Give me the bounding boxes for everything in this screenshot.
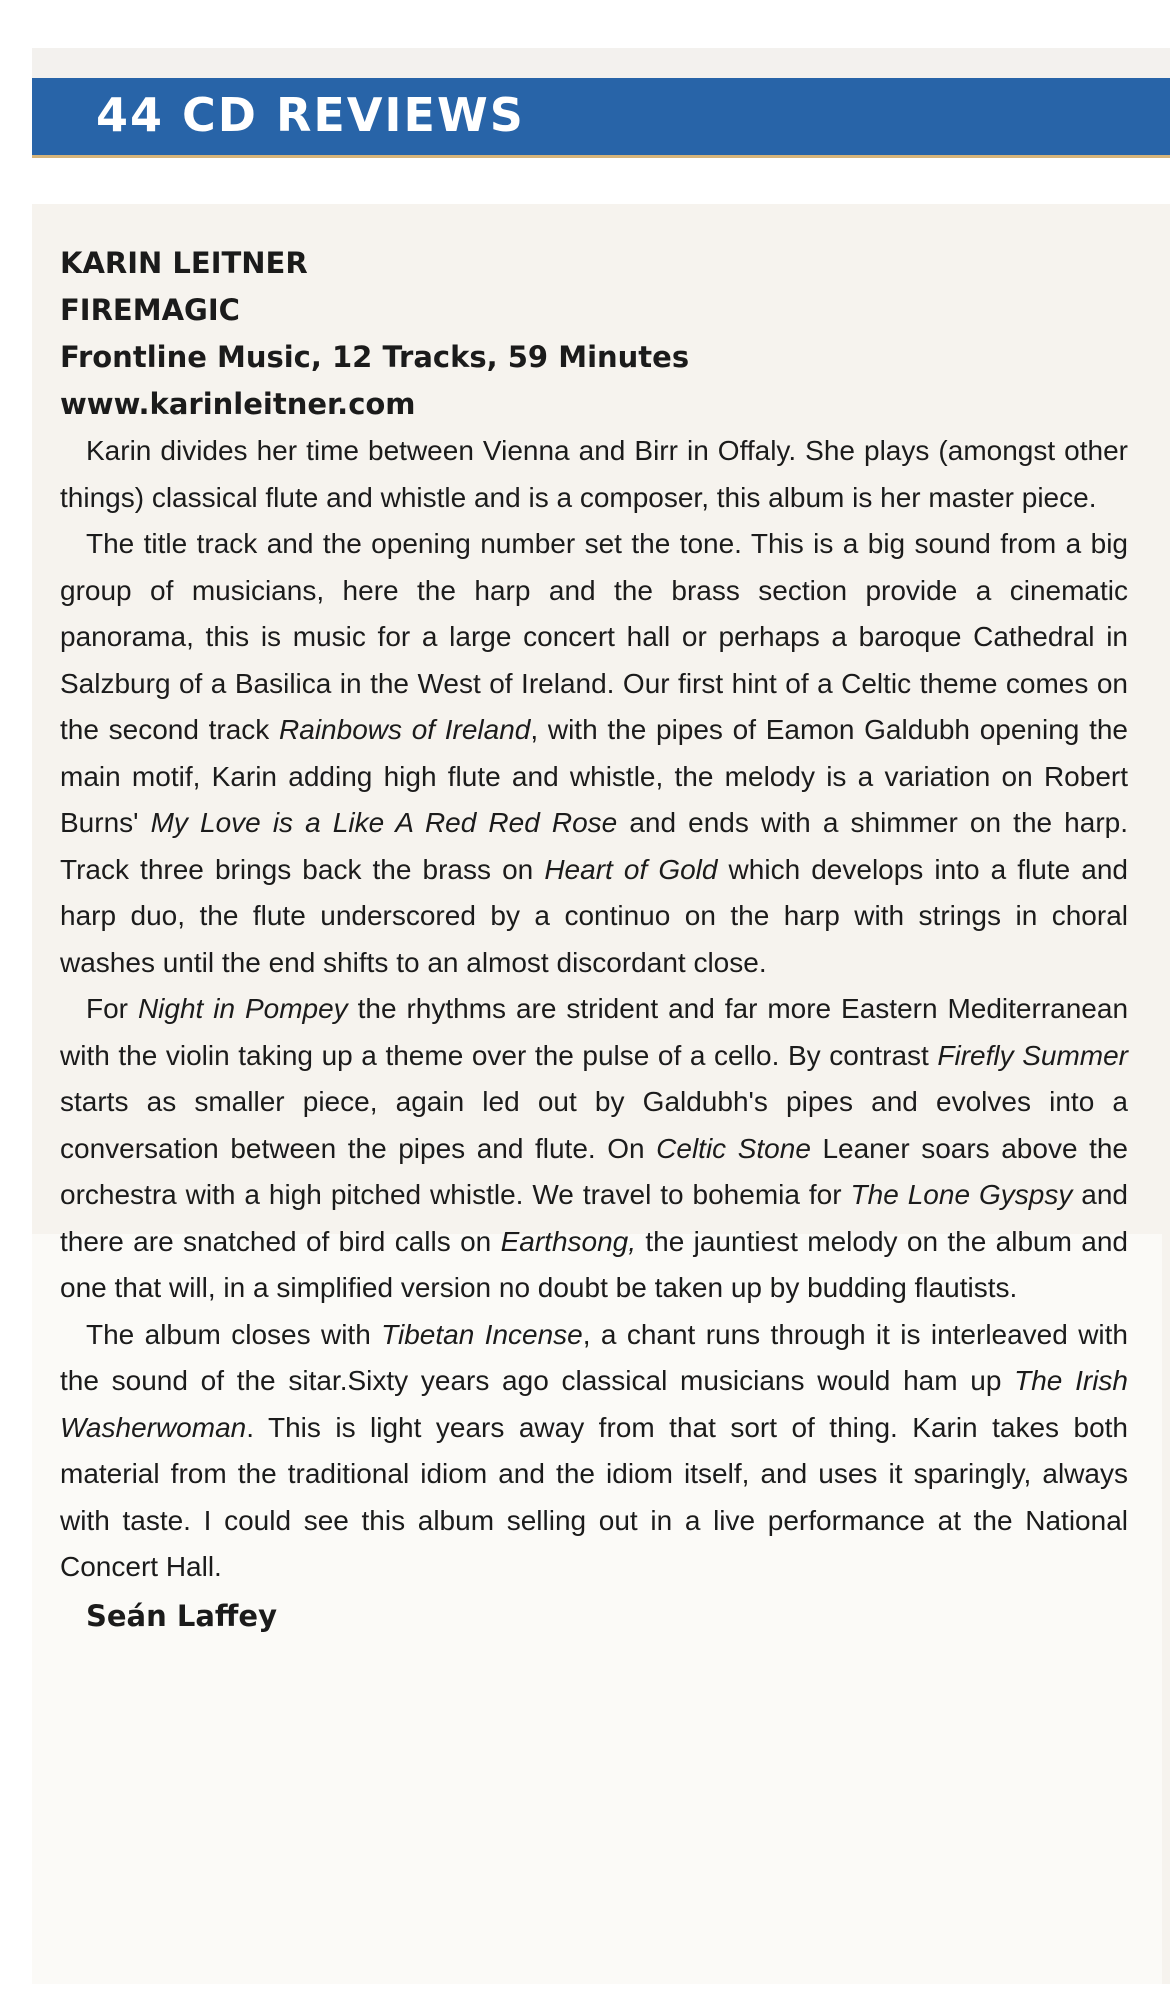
text-run: starts as smaller piece, again led out by Galdubh's pipes and evolves into a conversation between the pipes and flute. On xyxy=(60,1086,1128,1164)
artist-website: www.karinleitner.com xyxy=(60,387,416,421)
italic-title: Earthsong, xyxy=(500,1225,637,1257)
text-run: , with the pipes of Eamon Galdubh opening the main motif, Karin adding high flute and whistle, the melody is a variation on Robert Burns' xyxy=(60,714,1128,838)
text-run: The album closes with xyxy=(86,1318,382,1350)
text-run: which develops into a flute and harp duo, the flute underscored by a continuo on the harp with strings in choral washes until the end shifts to an almost discordant close. xyxy=(60,853,1129,978)
italic-title: Firefly Summer xyxy=(937,1039,1128,1071)
review-paragraph xyxy=(60,1312,1128,1591)
italic-title: Celtic Stone xyxy=(656,1132,811,1164)
review-paragraph xyxy=(60,521,1128,986)
italic-title: My Love is a Like A Red Red Rose xyxy=(150,807,618,838)
text-run: the rhythms are strident and far more Eastern Mediterranean with the violin taking up a theme over the pulse of a cello. By contrast xyxy=(60,993,1129,1071)
header-gap xyxy=(32,158,1170,204)
italic-title: Rainbows of Ireland xyxy=(279,714,531,745)
italic-title: Heart of Gold xyxy=(544,853,718,885)
text-run: The title track and the opening number set the tone. This is a big sound from a big group of musicians, here the harp and the brass section provide a cinematic panorama, this is music for a large concert hall or perhaps a baroque Cathedral in Salzburg of a Basilica in the West of Ireland. Our first hint of a Celtic theme comes on the second track xyxy=(60,528,1128,745)
reviewer-signature: Seán Laffey xyxy=(86,1598,277,1633)
text-run: Karin divides her time between Vienna and Birr in Offaly. She plays (amongst other things) classical flute and whistle and is a composer, this album is her master piece. xyxy=(60,435,1128,513)
italic-title: Tibetan Incense xyxy=(381,1318,583,1350)
review-paragraph xyxy=(60,428,1128,521)
italic-title: The Irish Washerwoman xyxy=(60,1365,1128,1443)
text-run: and there are snatched of bird calls on xyxy=(60,1179,1128,1257)
section-header-band xyxy=(32,78,1170,158)
text-run: . This is light years away from that sort of thing. Karin takes both material from the traditional idiom and the idiom itself, and uses it sparingly, always with taste. I could see this album selling out in a live performance at the National Concert Hall. xyxy=(60,1411,1128,1582)
text-run: and ends with a shimmer on the harp. Track three brings back the brass on xyxy=(60,807,1128,885)
text-run: , a chant runs through it is interleaved with the sound of the sitar.Sixty years ago classical musicians would ham up xyxy=(60,1318,1128,1396)
text-run: For xyxy=(86,993,138,1024)
top-margin-strip xyxy=(32,48,1170,78)
italic-title: The Lone Gyspsy xyxy=(850,1179,1073,1210)
italic-title: Night in Pompey xyxy=(137,993,348,1024)
cd-review xyxy=(60,240,1128,1640)
album-details: Frontline Music, 12 Tracks, 59 Minutes xyxy=(60,340,690,374)
review-paragraph xyxy=(60,986,1128,1312)
text-run: Leaner soars above the orchestra with a high pitched whistle. We travel to bohemia for xyxy=(60,1132,1128,1210)
album-title: FIREMAGIC xyxy=(60,293,240,327)
text-run: the jauntiest melody on the album and one that will, in a simplified version no doubt be taken up by budding flautists. xyxy=(60,1225,1128,1303)
section-title: 44 CD REVIEWS xyxy=(96,88,525,142)
artist-name: KARIN LEITNER xyxy=(60,246,308,280)
